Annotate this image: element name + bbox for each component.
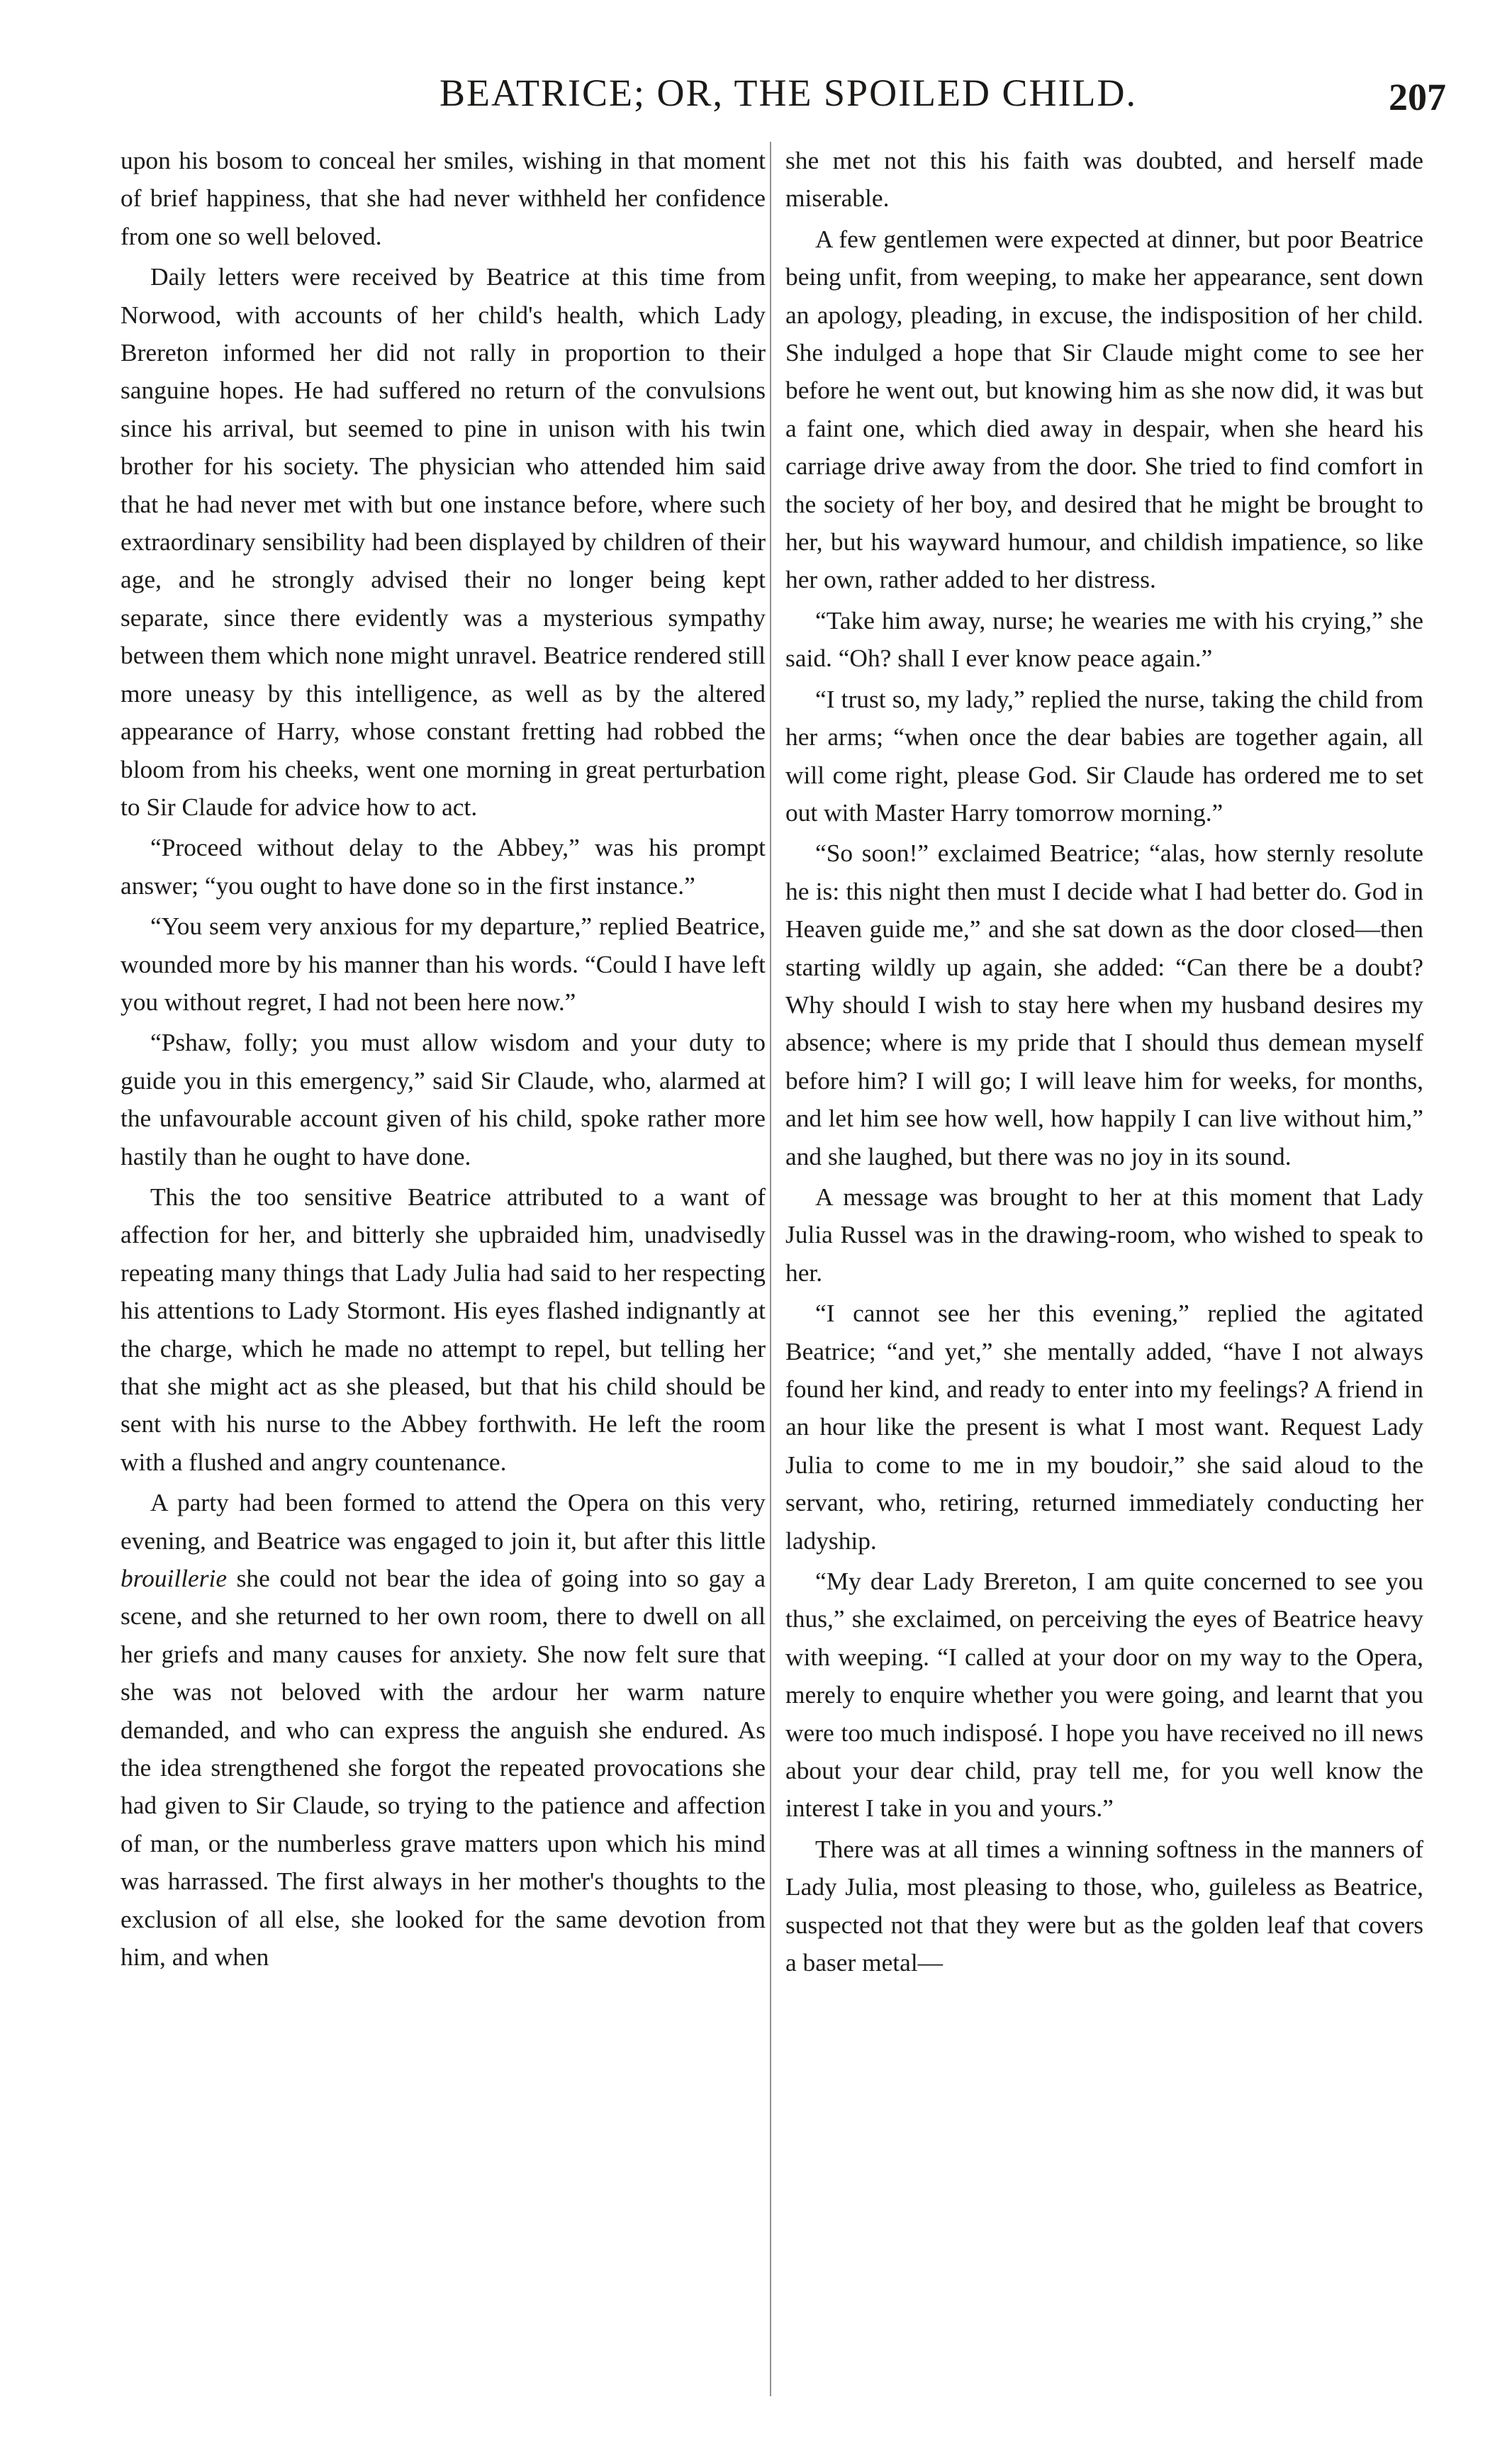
paragraph: Daily letters were received by Beatrice at this time from Norwood, with accounts of her child's health, which Lady Brereton informed her did not rally in proportion to their sanguine hopes. He had suffered no return of the convulsions since his arrival, but seemed to pine in unison with his twin brother for his society. The physician who attended him said that he had never met with but one instance before, where such extraordinary sensibility had been displayed by children of their age, and he strongly advised their no longer being kept separate, since there evidently was a mysterious sympathy between them which none might unravel. Beatrice rendered still more uneasy by this intelligence, as well as by the altered appearance of Harry, whose constant fretting had robbed the bloom from his cheeks, went one morning in great perturbation to Sir Claude for advice how to act. bbox=[121, 262, 766, 821]
paragraph: This the too sensitive Beatrice attributed to a want of affection for her, and bitterly she upbraided him, unadvisedly repeating many things that Lady Julia had said to her respecting his attentions to Lady Stormont. His eyes flashed indignantly at the charge, which he made no attempt to repel, but telling her that she might act as she pleased, but that his child should be sent with his nurse to the Abbey forthwith. He left the room with a flushed and angry countenance. bbox=[121, 1182, 766, 1476]
paragraph bbox=[121, 1484, 766, 1976]
italic-word: brouillerie bbox=[121, 1564, 228, 1593]
paragraph: There was at all times a winning softness in the manners of Lady Julia, most pleasing to those, who, guileless as Beatrice, suspected not that they were but as the golden leaf that covers a baser metal— bbox=[785, 1834, 1423, 1977]
paragraph: “You seem very anxious for my departure,” replied Beatrice, wounded more by his manner than his words. “Could I have left you without regret, I had not been here now.” bbox=[121, 912, 766, 1016]
paragraph: “Proceed without delay to the Abbey,” was his prompt answer; “you ought to have done so in the first instance.” bbox=[121, 833, 766, 900]
paragraph: A few gentlemen were expected at dinner, but poor Beatrice being unfit, from weeping, to make her appearance, sent down an apology, pleading, in excuse, the indisposition of her child. She indulged a hope that Sir Claude might come to see her before he went out, but knowing him as she now did, it was but a faint one, which died away in despair, when she heard his carriage drive away from the door. She tried to find comfort in the society of her boy, and desired that he might be brought to her, but his wayward humour, and childish impatience, so like her own, rather added to her distress. bbox=[785, 224, 1423, 594]
running-title: BEATRICE; OR, THE SPOILED CHILD. bbox=[439, 72, 1138, 114]
paragraph: A message was brought to her at this moment that Lady Julia Russel was in the drawing-room, who wished to speak to her. bbox=[785, 1182, 1423, 1287]
column-divider bbox=[770, 142, 771, 2396]
paragraph: upon his bosom to conceal her smiles, wishing in that moment of brief happiness, that she had never withheld her confidence from one so well beloved. bbox=[121, 146, 766, 250]
paragraph-text: she could not bear the idea of going into so gay a scene, and she returned to her own room, there to dwell on all her griefs and many causes for anxiety. She now felt sure that she was not beloved with the ardour her warm nature demanded, and who can express the anguish she endured. As the idea strengthened she forgot the repeated provocations she had given to Sir Claude, so trying to the patience and affection of man, or the numberless grave matters upon which his mind was harrassed. The first always in her mother's thoughts to the exclusion of all else, she looked for the same devotion from him, and when bbox=[121, 1564, 766, 1972]
paragraph: “My dear Lady Brereton, I am quite concerned to see you thus,” she exclaimed, on perceiving the eyes of Beatrice heavy with weeping. “I called at your door on my way to the Opera, merely to enquire whether you were going, and learnt that you were too much indisposé. I hope you have received no ill news about your dear child, pray tell me, for you well know the interest I take in you and yours.” bbox=[785, 1567, 1423, 1823]
paragraph: “Take him away, nurse; he wearies me with his crying,” she said. “Oh? shall I ever know peace again.” bbox=[785, 605, 1423, 673]
paragraph: “I trust so, my lady,” replied the nurse, taking the child from her arms; “when once the dear babies are together again, all will come right, please God. Sir Claude has ordered me to set out with Master Harry tomorrow morning.” bbox=[785, 684, 1423, 827]
paragraph: “Pshaw, folly; you must allow wisdom and your duty to guide you in this emergency,” said Sir Claude, who, alarmed at the unfavourable account given of his child, spoke rather more hastily than he ought to have done. bbox=[121, 1028, 766, 1170]
page-number: 207 bbox=[1389, 76, 1446, 118]
right-column bbox=[785, 142, 1423, 2410]
paragraph: she met not this his faith was doubted, and herself made miserable. bbox=[785, 146, 1423, 213]
running-head bbox=[121, 71, 1446, 135]
paragraph: “So soon!” exclaimed Beatrice; “alas, how sternly resolute he is: this night then must I decide what I had better do. God in Heaven guide me,” and she sat down as the door closed—then starting wildly up again, she added: “Can there be a doubt? Why should I wish to stay here when my husband desires my absence; where is my pride that I should thus demean myself before him? I will go; I will leave him for weeks, for months, and let him see how well, how happily I can live without him,” and she laughed, but there was no joy in its sound. bbox=[785, 839, 1423, 1170]
paragraph-text: A party had been formed to attend the Opera on this very evening, and Beatrice was engaged to join it, but after this little bbox=[121, 1488, 766, 1555]
paragraph: “I cannot see her this evening,” replied the agitated Beatrice; “and yet,” she mentally added, “have I not always found her kind, and ready to enter into my feelings? A friend in an hour like the present is what I most want. Request Lady Julia to come to me in my boudoir,” she said aloud to the servant, who, retiring, returned immediately conducting her ladyship. bbox=[785, 1299, 1423, 1555]
left-column bbox=[121, 142, 766, 2410]
